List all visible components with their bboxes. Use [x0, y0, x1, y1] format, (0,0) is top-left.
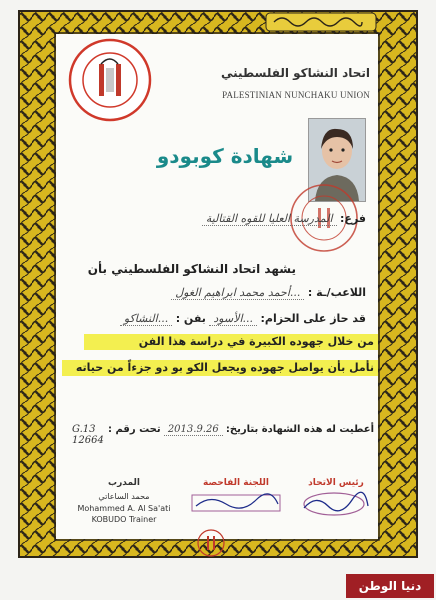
player-label: اللاعب/ـة :: [307, 286, 366, 299]
belt-value: ...الأسود: [209, 312, 257, 326]
belt-label: قد حاز على الحزام:: [260, 312, 366, 325]
player-value: ...أحمد محمد ابراهيم الغول: [171, 286, 304, 300]
certify-text: يشهد اتحاد النشاكو الفلسطيني بأن: [87, 262, 296, 276]
certificate-number: G.13 12664: [72, 424, 104, 446]
trainer-title-ar: المدرب: [108, 478, 140, 488]
certificate-title: شهادة كوبودو: [156, 144, 294, 168]
player-row: [171, 286, 366, 299]
committee-title: اللجنة الفاحصة: [202, 478, 270, 488]
issued-label: أعطيت له هذه الشهادة بتاريخ:: [225, 424, 374, 435]
effort-line: من خلال جهوده الكبيرة في دراسة هذا الفن: [138, 335, 374, 348]
branch-value: المدرسة العليا للقوه القتالية: [202, 212, 337, 226]
branch-row: [202, 212, 366, 225]
belt-row: [120, 312, 366, 325]
org-name-english: PALESTINIAN NUNCHAKU UNION: [222, 90, 370, 100]
art-label: بفن :: [175, 312, 206, 325]
art-value: ...النشاكو: [120, 312, 172, 326]
issued-row: [108, 424, 374, 435]
trainer-name-ar: محمد الساعاتي: [98, 492, 150, 501]
president-title: رئيس الاتحاد: [308, 478, 364, 488]
president-signature: [294, 490, 372, 518]
trainer-name-en: Mohammed A. Al Sa'ati: [77, 504, 171, 513]
site-watermark: دنيا الوطن: [346, 574, 434, 598]
committee-stamp: [190, 492, 282, 516]
branch-label: فرع:: [340, 212, 366, 225]
union-logo: [68, 38, 152, 122]
org-name-arabic: اتحاد النشاكو الفلسطيني: [220, 66, 370, 80]
hope-line: نأمل بأن يواصل جهوده ويجعل الكو بو دو جزءاً من حياته: [75, 361, 374, 374]
footer-emblem: [196, 528, 226, 558]
trainer-title-en: KOBUDO Trainer: [91, 515, 157, 524]
issued-date: 2013.9.26: [164, 424, 223, 436]
number-label: تحت رقم :: [107, 424, 161, 435]
